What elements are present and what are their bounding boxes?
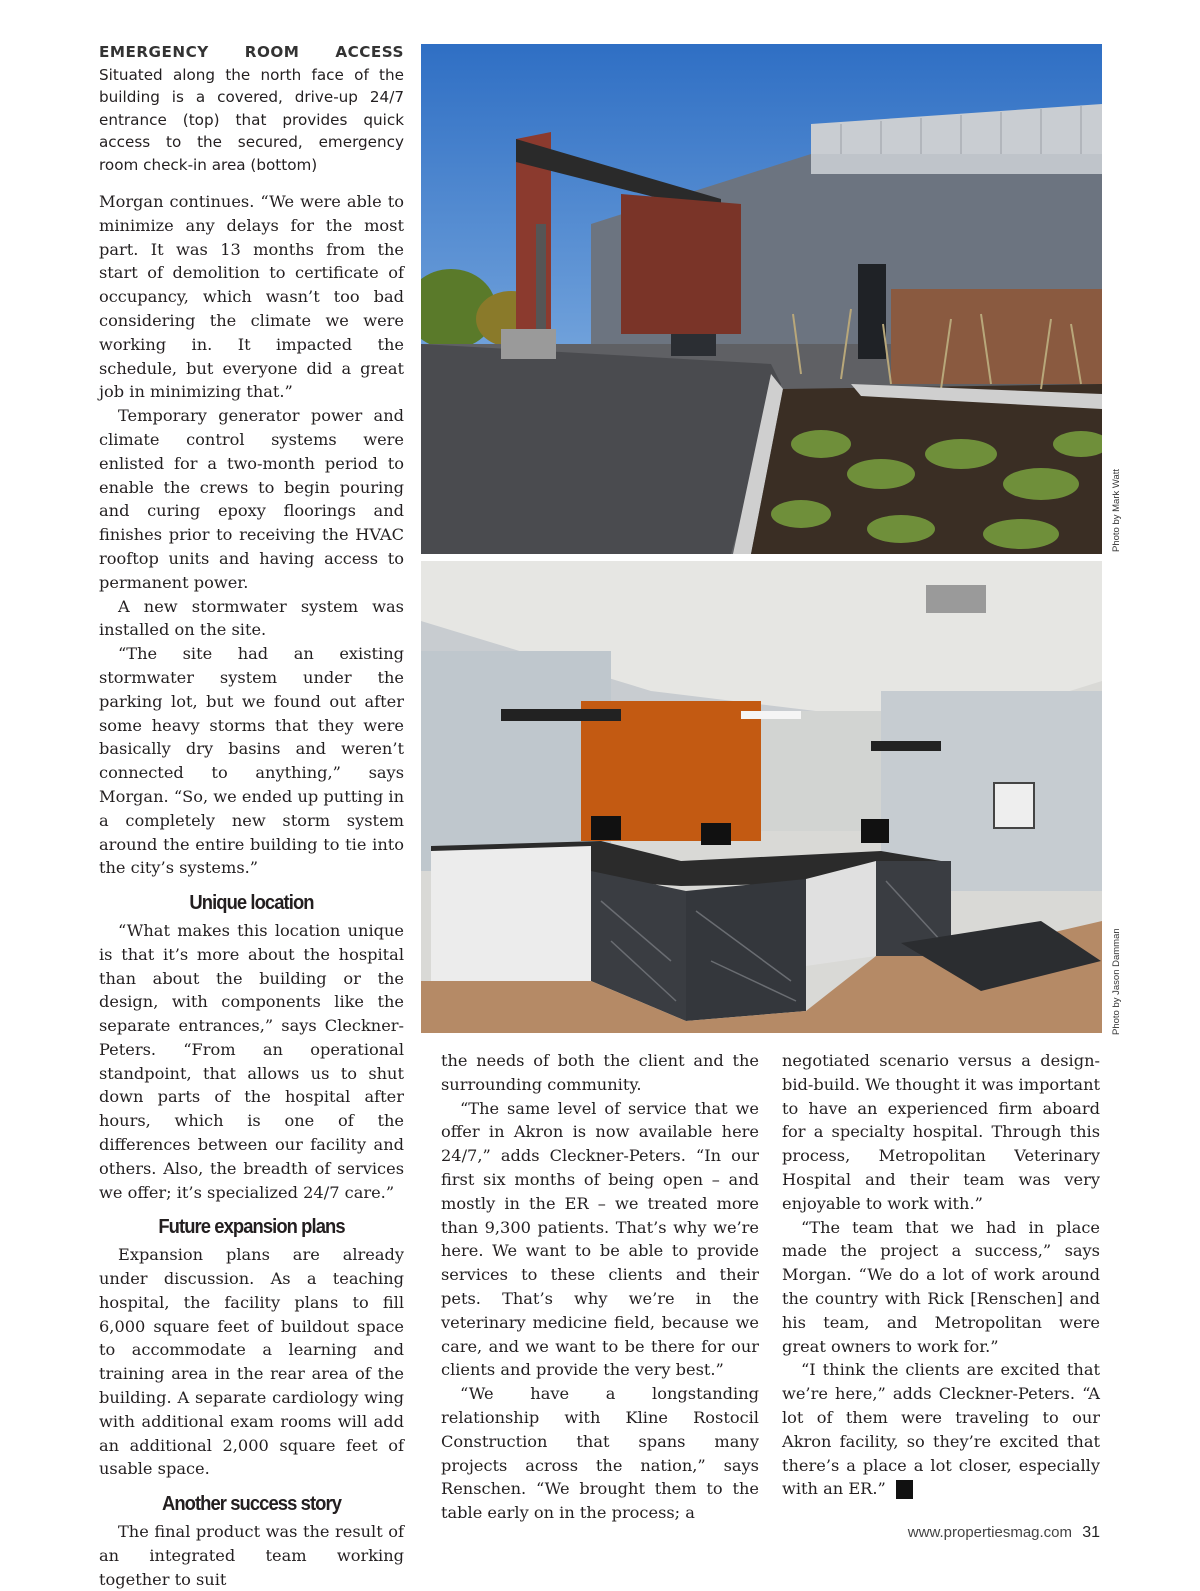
paragraph: “What makes this location unique is that it’s more about the hospital than about the building or the design, with components like the separate entrances,” says Cleckner-Peters. “From an operational standpoint, that allows us to shut down parts of the hospital after hours, which is one of the differences between our facility and others. Also, the breadth of services we offer; it’s specialized 24/7 care.” (99, 920, 404, 1202)
photo-credit-top: Photo by Mark Watt (1111, 468, 1122, 552)
paragraph: “The team that we had in place made the project a success,” says Morgan. “We do a lot of work around the country with Rick [Renschen] and his team, and Metropolitan were great owners to work for.” (782, 1217, 1100, 1356)
subheading-unique-location: Unique location (189, 892, 314, 915)
caption-kicker: EMERGENCY ROOM ACCESS (99, 43, 404, 61)
paragraph: The final product was the result of an integrated team working together to suit (99, 1522, 404, 1589)
column-3 (782, 1049, 1100, 1501)
paragraph: negotiated scenario versus a design-bid-build. We thought it was important to have an experienced firm aboard for a specialty hospital. Through this process, Metropolitan Veterinary Hospital and their team was very enjoyable to work with.” (782, 1051, 1100, 1213)
column-1 (99, 190, 404, 1591)
subheading-future-expansion: Future expansion plans (158, 1216, 345, 1239)
footer-url: www.propertiesmag.com (907, 1524, 1073, 1541)
paragraph: Expansion plans are already under discussion. As a teaching hospital, the facility plans to fill 6,000 square feet of buildout space to accommodate a learning and training area in the rear area of the building. A separate cardiology wing with additional exam rooms will add an additional 2,000 square feet of usable space. (99, 1245, 404, 1479)
subheading-another-success: Another success story (161, 1493, 342, 1516)
paragraph: the needs of both the client and the surrounding community. (441, 1051, 759, 1094)
end-mark-icon: P (896, 1480, 913, 1499)
photo-credit-bottom: Photo by Jason Damman (1111, 928, 1122, 1035)
photo-caption (99, 41, 404, 176)
paragraph: Morgan continues. “We were able to minimize any delays for the most part. It was 13 months from the start of demolition to certificate of occupancy, which wasn’t too bad considering the climate we were working in. It impacted the schedule, but everyone did a great job in minimizing that.” (99, 192, 404, 402)
paragraph: “The site had an existing stormwater system under the parking lot, but we found out after some heavy storms that they were basically dry basins and weren’t connected to anything,” says Morgan. “So, we ended up putting in a completely new storm system around the entire building to tie into the city’s systems.” (99, 644, 404, 878)
column-2 (441, 1049, 759, 1525)
paragraph: “The same level of service that we offer in Akron is now available here 24/7,” adds Cleckner-Peters. “In our first six months of being open – and mostly in the ER – we treated more than 9,300 patients. That’s why we’re here. We want to be able to provide services to these clients and their pets. That’s why we’re in the veterinary medicine field, because we care, and we want to be there for our clients and provide the very best.” (441, 1098, 759, 1380)
paragraph: “We have a longstanding relationship with Kline Rostocil Construction that spans many projects across the nation,” says Renschen. “We brought them to the table early on in the process; a (441, 1384, 759, 1523)
paragraph: A new stormwater system was installed on the site. (99, 596, 404, 640)
paragraph-text: “I think the clients are excited that we’re here,” adds Cleckner-Peters. “A lot of them were traveling to our Akron facility, so they’re excited that there’s a place a lot closer, especially with an ER.” (782, 1360, 1100, 1499)
page-number: 31 (1082, 1524, 1100, 1541)
page-footer (908, 1524, 1100, 1542)
exterior-photo (421, 44, 1102, 554)
interior-photo (421, 561, 1102, 1033)
caption-text: Situated along the north face of the building is a covered, drive-up 24/7 entrance (top) that provides quick access to the secured, emergency room check-in area (bottom) (99, 65, 404, 174)
paragraph: Temporary generator power and climate control systems were enlisted for a two-month period to enable the crews to begin pouring and curing epoxy floorings and finishes prior to receiving the HVAC rooftop units and having access to permanent power. (99, 406, 404, 592)
paragraph (782, 1358, 1100, 1501)
